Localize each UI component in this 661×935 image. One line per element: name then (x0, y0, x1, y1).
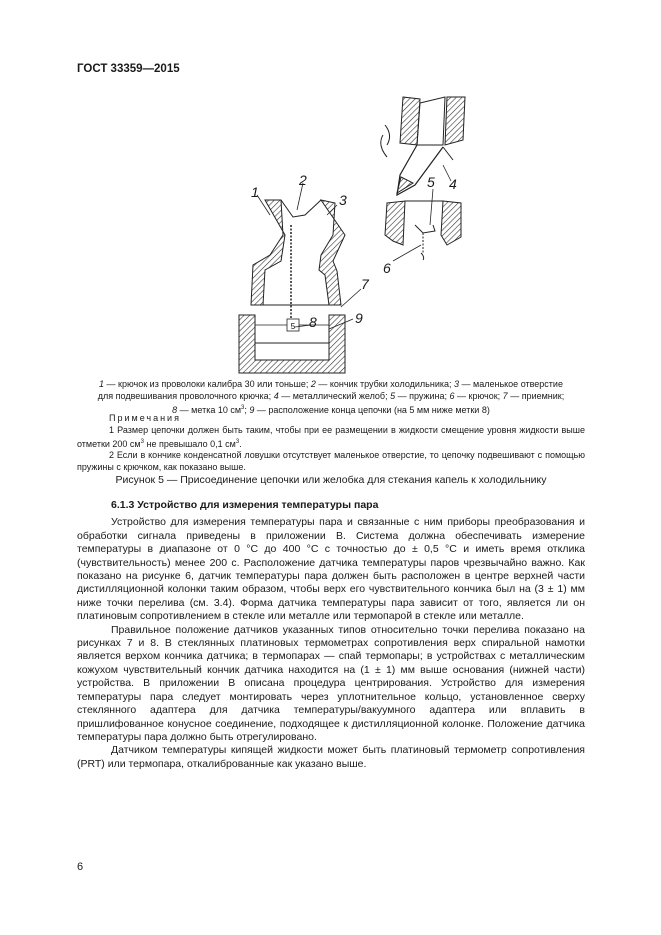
label-4: 4 (449, 176, 457, 192)
label-7: 7 (361, 276, 369, 292)
figure-caption: Рисунок 5 — Присоединение цепочки или желобка для стекания капель к холодильнику (115, 474, 547, 486)
page-number: 6 (77, 861, 84, 873)
document-header: ГОСТ 33359—2015 (77, 63, 180, 75)
mark-label: 5 (290, 322, 296, 331)
paragraph-2: Правильное положение датчиков указанных типов относительно точки перелива показано на рисунках 7 и 8. В стеклянных платиновых термометрах сопротивления верх спиральной намотки является верхом кончика датчика; в термопарах — спай термопары; в устройствах с металлическим кожухом чувствительный кончик датчика находится на (1 ± 1) мм выше основания (нижней части) устройства. В приложении В описана процедура центрирования. Устройство для измерения температуры пара следует монтировать через уплотнительное кольцо, установленное сверху стеклянного адаптера для датчика температуры/вакуумного адаптера или вплавить в пришлифованное конусное соединение, подходящее к дистилляционной колонке. Положение датчика температуры пара должно быть отрегулировано. (77, 623, 585, 743)
note-2: 2 Если в кончике конденсатной ловушки отсутствует маленькое отверстие, то цепочку подвешивают с помощью пружины с крючком, как показано выше. (77, 450, 585, 473)
section-6-1-3 (77, 499, 585, 771)
figure-5-drawing (225, 85, 495, 380)
leader-lines (257, 165, 451, 329)
label-9: 9 (355, 310, 363, 326)
paragraph-1: Устройство для измерения температуры пара и связанные с ним приборы преобразования и обработки сигнала приведены в приложении В. Система должна обеспечивать измерение температуры в диапазоне от 0 °С до 400 °С с точностью до ± 0,5 °С и иметь время отклика (чувствительность) менее 200 с. Расположение датчика температуры паров чрезвычайно важно. Как показано на рисунке 6, датчик температуры пара должен быть расположен в центре верхней части дистилляционной колонки таким образом, чтобы верх его чувствительного кончика был на (3 ± 1) мм ниже точки перелива (см. 3.4). Форма датчика температуры пара зависит от того, является ли он платиновым сопротивлением в стекле или металле или термопарой в стекле или металле. (77, 516, 585, 623)
label-5: 5 (427, 174, 435, 190)
paragraph-3: Датчиком температуры кипящей жидкости может быть платиновый термометр сопротивления (PRT) или термопара, откалиброванные как указано выше. (77, 744, 585, 770)
figure-legend (77, 378, 585, 417)
legend-line-2: для подвешивания проволочного крючка; 4 — металлический желоб; 5 — пружина; 6 — крючок; 7 — приемник; (97, 391, 565, 402)
label-3: 3 (339, 192, 347, 208)
note-1: 1 Размер цепочки должен быть таким, чтобы при ее размещении в жидкости смещение уровня жидкости выше отметки 200 $см^3$ не превышало 0,1 $см^3$. (77, 424, 585, 449)
legend-line-1: 1 — крючок из проволоки калибра 30 или тоньше; 2 — кончик трубки холодильника; 3 — маленькое отверстие (99, 379, 563, 389)
section-heading: 6.1.3 Устройство для измерения температуры пара (111, 499, 379, 511)
label-1: 1 (251, 184, 259, 200)
label-2: 2 (299, 172, 307, 188)
legend-line-3: 8 — метка 10 $см^3$; 9 — расположение конца цепочки (на 5 мм ниже метки 8) (172, 405, 490, 416)
trap-receiver-drawing (239, 200, 345, 373)
spring-hook-drawing (385, 201, 461, 260)
figure-notes (77, 413, 585, 474)
notes-title: Примечания (109, 413, 181, 423)
label-6: 6 (383, 260, 391, 276)
label-8: 8 (309, 314, 317, 330)
figure-svg (225, 85, 495, 380)
